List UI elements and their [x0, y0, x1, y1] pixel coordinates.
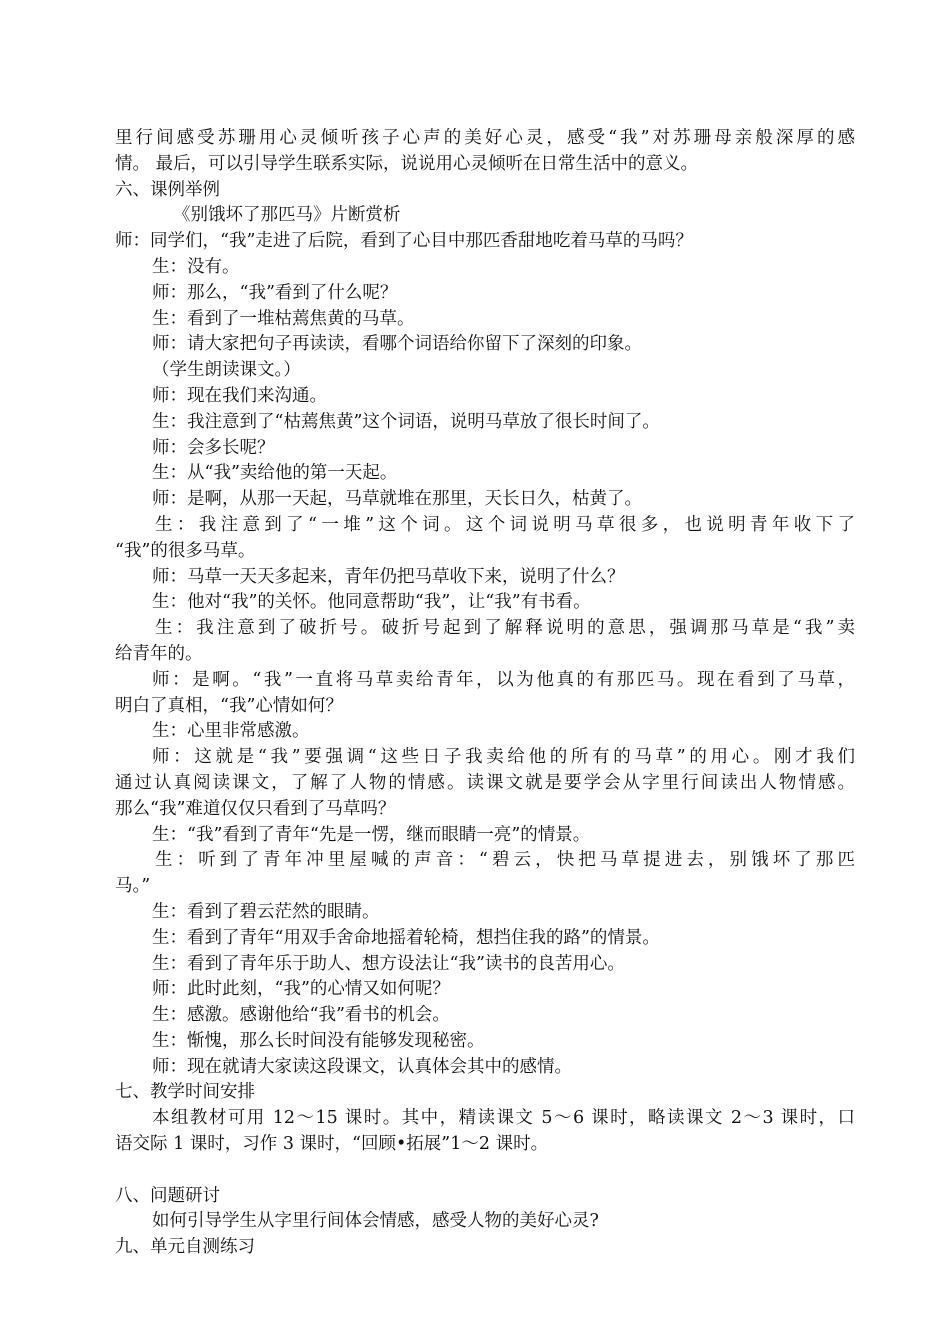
dialogue-line: “我”的很多马草。 — [115, 540, 256, 561]
dialogue-line: 师：是啊，从那一天起，马草就堆在那里，天长日久，枯黄了。 — [152, 489, 642, 510]
dialogue-line: 生：看到了青年乐于助人、想方设法让“我”读书的良苦用心。 — [152, 953, 625, 974]
section-heading: 七、教学时间安排 — [115, 1082, 255, 1103]
dialogue-line: 师：请大家把句子再读读，看哪个词语给你留下了深刻的印象。 — [152, 334, 642, 355]
dialogue-line: 师：现在就请大家读这段课文，认真体会其中的感情。 — [152, 1056, 572, 1077]
dialogue-line: 师：现在我们来沟通。 — [152, 385, 327, 406]
dialogue-line: 给青年的。 — [115, 643, 203, 664]
dialogue-line: 师：同学们，“我”走进了后院，看到了心目中那匹香甜地吃着马草的马吗？ — [115, 231, 693, 252]
dialogue-line: 生：我注意到了破折号。破折号起到了解释说明的意思，强调那马草是“我”卖 — [155, 618, 855, 639]
paragraph-line: 情。 最后，可以引导学生联系实际，说说用心灵倾听在日常生活中的意义。 — [115, 153, 699, 174]
dialogue-line: 生：听到了青年冲里屋喊的声音：“碧云，快把马草提进去，别饿坏了那匹 — [155, 850, 855, 871]
dialogue-line: 生：我注意到了“一堆”这个词。这个词说明马草很多，也说明青年收下了 — [155, 514, 855, 535]
dialogue-line: 马。” — [115, 876, 151, 897]
dialogue-line: 生：我注意到了“枯蔫焦黄”这个词语，说明马草放了很长时间了。 — [152, 411, 660, 432]
dialogue-line: 生：看到了青年“用双手舍命地摇着轮椅，想挡住我的路”的情景。 — [152, 927, 660, 948]
dialogue-line: 生：心里非常感激。 — [152, 721, 310, 742]
dialogue-line: 师：是啊。“我”一直将马草卖给青年，以为他真的有那匹马。现在看到了马草， — [152, 669, 855, 690]
section-heading: 八、问题研讨 — [115, 1185, 220, 1206]
paragraph-line: 里行间感受苏珊用心灵倾听孩子心声的美好心灵，感受“我”对苏珊母亲般深厚的感 — [115, 128, 855, 148]
stage-note: （学生朗读课文。） — [152, 360, 301, 381]
dialogue-line: 生：他对“我”的关怀。他同意帮助“我”，让“我”有书看。 — [152, 592, 591, 613]
dialogue-line: 生：从“我”卖给他的第一天起。 — [152, 463, 398, 484]
paragraph-line: 语交际 1 课时，习作 3 课时，“回顾•拓展”1～2 课时。 — [115, 1134, 549, 1155]
dialogue-line: 生：惭愧，那么长时间没有能够发现秘密。 — [152, 1030, 485, 1051]
section-heading: 六、课例举例 — [115, 179, 220, 200]
dialogue-line: 那么“我”难道仅仅只看到了马草吗？ — [115, 798, 396, 819]
dialogue-line: 师：会多长呢？ — [152, 437, 275, 458]
dialogue-line: 师：这就是“我”要强调“这些日子我卖给他的所有的马草”的用心。刚才我们 — [152, 747, 855, 768]
dialogue-line: 生：没有。 — [152, 256, 240, 277]
dialogue-line: 生：看到了碧云茫然的眼睛。 — [152, 901, 380, 922]
section-heading: 九、单元自测练习 — [115, 1237, 255, 1258]
subsection-title: 《别饿坏了那匹马》片断赏析 — [173, 205, 401, 226]
paragraph-line: 如何引导学生从字里行间体会情感，感受人物的美好心灵? — [152, 1211, 599, 1232]
dialogue-line: 师：马草一天天多起来，青年仍把马草收下来，说明了什么？ — [152, 566, 625, 587]
dialogue-line: 师：那么，“我”看到了什么呢？ — [152, 282, 398, 303]
dialogue-line: 生：看到了一堆枯蔫焦黄的马草。 — [152, 308, 415, 329]
paragraph-line: 本组教材可用 12～15 课时。其中，精读课文 5～6 课时，略读课文 2～3 课时，口 — [152, 1108, 855, 1129]
document-body — [115, 126, 855, 1261]
dialogue-line: 明白了真相，“我”心情如何？ — [115, 695, 343, 716]
dialogue-line: 生：感激。感谢他给“我”看书的机会。 — [152, 1005, 450, 1026]
blank-line — [115, 1158, 855, 1184]
dialogue-line: 通过认真阅读课文，了解了人物的情感。读课文就是要学会从字里行间读出人物情感。 — [115, 772, 855, 793]
dialogue-line: 师：此时此刻，“我”的心情又如何呢？ — [152, 979, 450, 1000]
dialogue-line: 生：“我”看到了青年“先是一愣，继而眼睛一亮”的情景。 — [152, 824, 591, 845]
